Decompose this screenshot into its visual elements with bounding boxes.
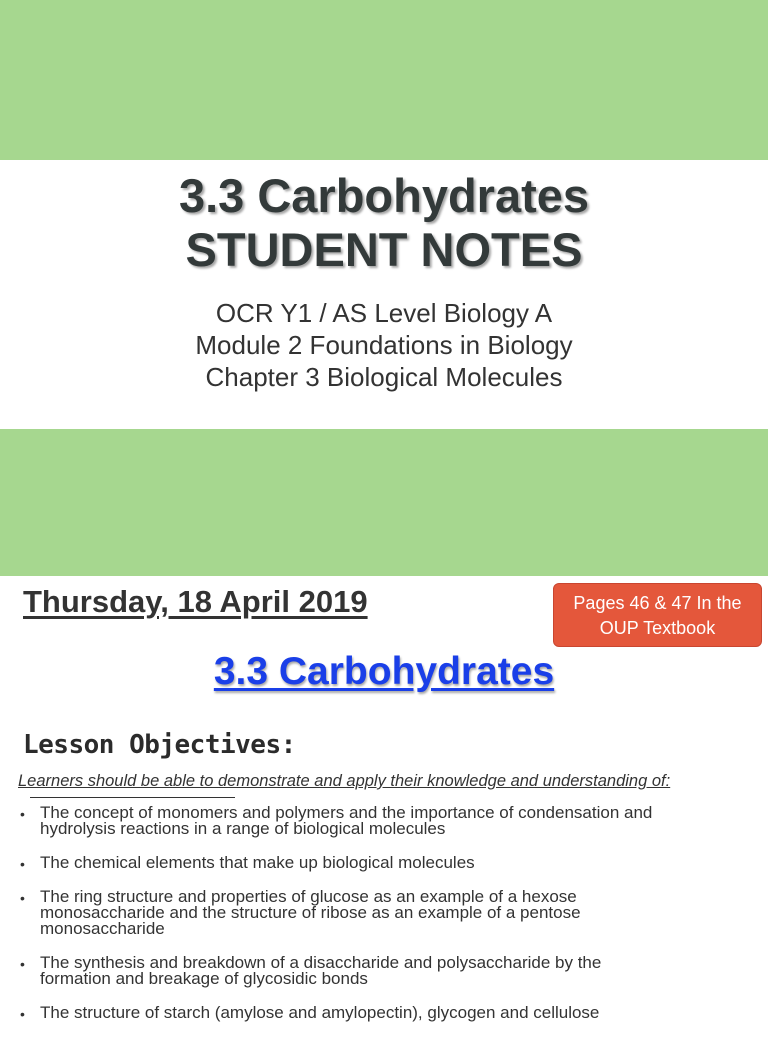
objective-text-line: monosaccharide and the structure of ribose as an example of a pentose bbox=[40, 903, 581, 922]
subtitle-chapter: Chapter 3 Biological Molecules bbox=[205, 362, 563, 392]
pages-reference-line-2: OUP Textbook bbox=[599, 618, 716, 638]
section-title-link[interactable]: 3.3 Carbohydrates bbox=[213, 650, 555, 693]
lesson-date: Thursday, 18 April 2019 bbox=[23, 584, 368, 619]
objective-text-line: monosaccharide bbox=[40, 919, 165, 938]
objective-item bbox=[18, 805, 758, 837]
bullet-icon: • bbox=[20, 956, 25, 972]
top-green-band bbox=[0, 0, 768, 160]
objective-item bbox=[18, 955, 758, 987]
subtitle-module: Module 2 Foundations in Biology bbox=[195, 330, 573, 360]
divider-line bbox=[30, 797, 235, 798]
bullet-icon: • bbox=[20, 1006, 25, 1022]
objective-text-line: The chemical elements that make up biological molecules bbox=[40, 853, 475, 872]
title-line-1: 3.3 Carbohydrates bbox=[178, 169, 590, 222]
bullet-icon: • bbox=[20, 856, 25, 872]
bullet-icon: • bbox=[20, 806, 25, 822]
objectives-list bbox=[18, 805, 758, 1039]
objective-text-line: The concept of monomers and polymers and the importance of condensation and bbox=[40, 803, 653, 822]
pages-reference-box bbox=[553, 583, 762, 647]
title-line-2: STUDENT NOTES bbox=[185, 223, 583, 276]
objective-text-line: formation and breakage of glycosidic bonds bbox=[40, 969, 368, 988]
middle-green-band bbox=[0, 429, 768, 576]
objective-text-line: hydrolysis reactions in a range of biological molecules bbox=[40, 819, 446, 838]
subtitle-course: OCR Y1 / AS Level Biology A bbox=[215, 298, 553, 328]
objectives-heading: Lesson Objectives: bbox=[23, 730, 296, 760]
bullet-icon: • bbox=[20, 890, 25, 906]
objective-text-line: The synthesis and breakdown of a disaccharide and polysaccharide by the bbox=[40, 953, 602, 972]
objective-item bbox=[18, 855, 758, 871]
objective-text-line: The ring structure and properties of glucose as an example of a hexose bbox=[40, 887, 577, 906]
objective-text-line: The structure of starch (amylose and amylopectin), glycogen and cellulose bbox=[40, 1003, 600, 1022]
objective-item bbox=[18, 1005, 758, 1021]
objectives-intro: Learners should be able to demonstrate and apply their knowledge and understanding of: bbox=[18, 772, 671, 790]
pages-reference-line-1: Pages 46 & 47 In the bbox=[573, 593, 742, 613]
objective-item bbox=[18, 889, 758, 937]
